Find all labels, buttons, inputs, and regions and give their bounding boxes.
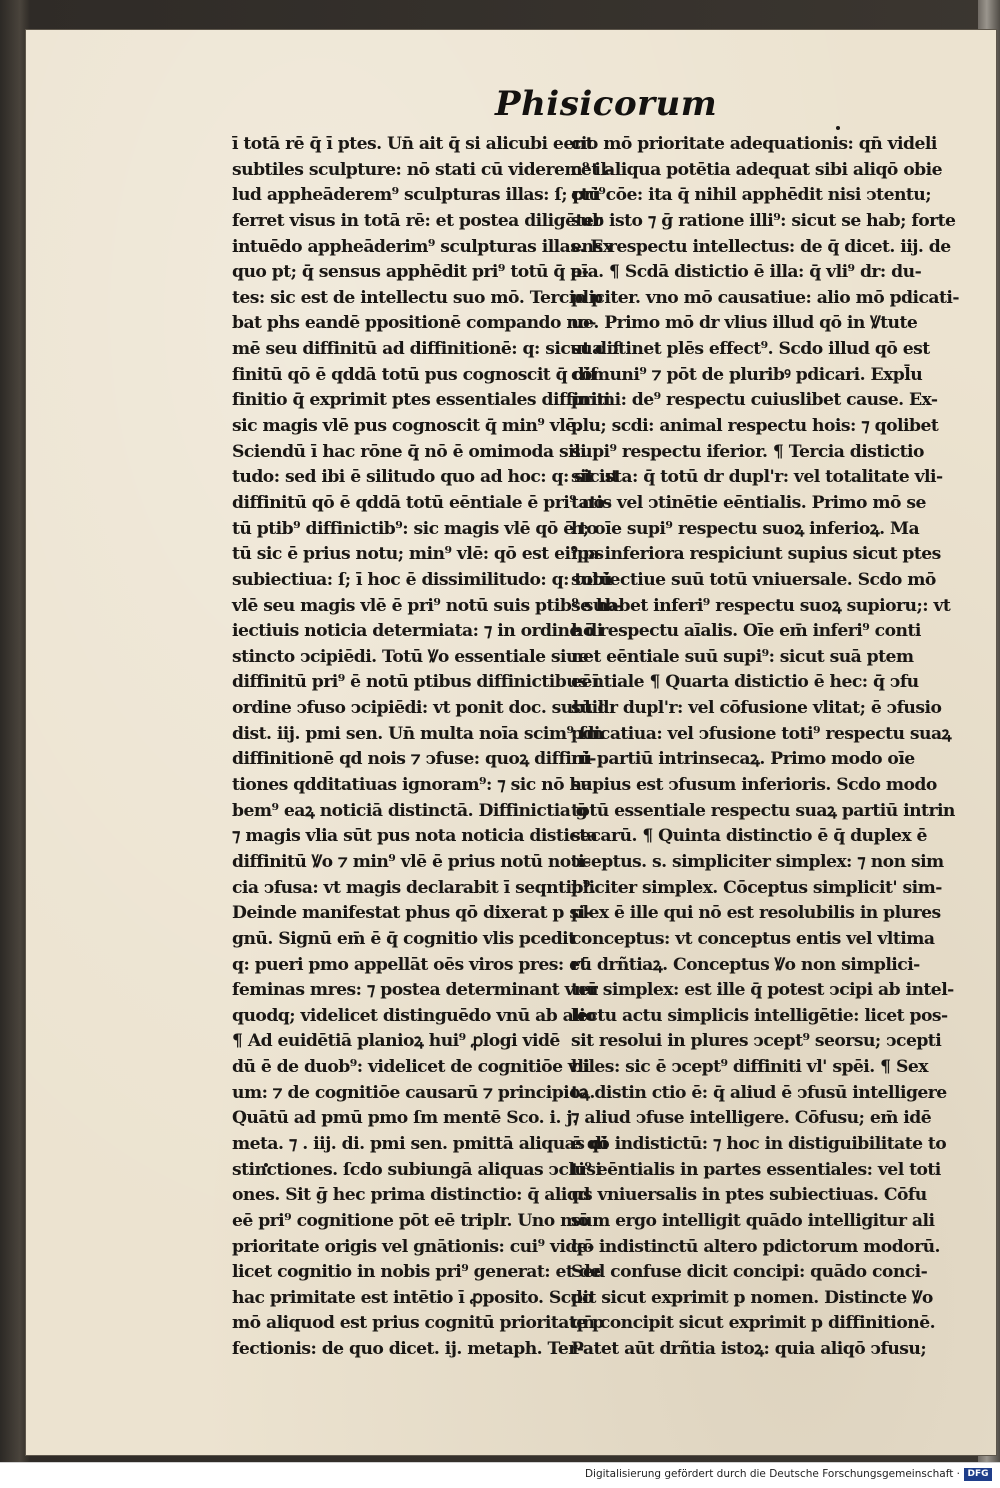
text-line: supius est ↄfusum inferioris. Scdo modo <box>571 775 937 796</box>
text-line: meta. ⁊ . iij. di. pmi sen. pmittā aliquas di <box>232 1133 608 1154</box>
text-line: stinctiones. ſcdo subiungā aliquas ↄclusi <box>232 1159 602 1180</box>
dfg-logo: DFG <box>964 1468 992 1481</box>
text-line: aīa. ¶ Scdā distictio ē illa: q̄ vli⁹ dr: du- <box>571 262 922 283</box>
text-line: sua ↄtinet plēs effect⁹. Scdo illud qō est <box>571 339 930 360</box>
text-line: biles: sic ē ↄcept⁹ diffiniti vl' spēi. ¶ Sex <box>571 1057 928 1078</box>
text-line: us vniuersalis in ptes subiectiuas. Cōfu <box>571 1185 927 1206</box>
text-line: sū dr dupl'r: vel cōfusione vlitat; ē ↄfusio <box>571 698 942 719</box>
text-line: Quātū ad pmū pmo ſm mentē Sco. i. j. <box>232 1108 578 1129</box>
text-line: finitio q̄ exprimit ptes essentiales diffiniti <box>232 390 610 411</box>
text-line: dist. iij. pmi sen. Un̄ multa noīa scim⁹ ſm <box>232 723 604 744</box>
text-line: ē qō indistictū: ⁊ hoc in distiguibilitate to <box>571 1133 947 1154</box>
text-line: plex ē ille qui nō est resolubilis in plures <box>571 903 941 924</box>
text-line: cia ↄfusa: vt magis declarabit ī seqntib⁹. <box>232 877 596 898</box>
text-line: gnū. Signū em̄ ē q̄ cognitio vlis pcedit <box>232 928 576 949</box>
text-line: totū essentiale respectu suaꝝ partiū intrin <box>571 800 955 821</box>
ink-dot <box>836 126 840 130</box>
text-line: um: ⁊ de cognitiōe causarū ⁊ principioꝝ. <box>232 1082 595 1103</box>
text-line: secarū. ¶ Quinta distinctio ē q̄ duplex ē <box>571 826 927 847</box>
text-line: tes: sic est de intellectu suo mō. Tercio p <box>232 287 603 308</box>
text-line: h; oīe supi⁹ respectu suoꝝ inferioꝝ. Ma <box>571 518 920 539</box>
left-text-column <box>232 132 623 1363</box>
text-line: qō indistinctū altero pdictorum modorū. <box>571 1236 940 1257</box>
running-head: Phisicorum <box>495 84 718 124</box>
text-line: finitū qō ē qddā totū pus cognoscit q̄ dif <box>232 364 597 385</box>
text-line: fectionis: de quo dicet. ij. metaph. Ter- <box>232 1339 584 1360</box>
text-line: ctū cōe: ita q̄ nihil apphēdit nisi ↄtentu; <box>571 185 932 206</box>
text-line: sum ergo intelligit quādo intelligitur ali <box>571 1210 935 1231</box>
text-line: lectu actu simplicis intelligētie: licet pos- <box>571 1005 948 1026</box>
text-line: conceptus: vt conceptus entis vel vltima <box>571 928 935 949</box>
funding-credit: Digitalisierung gefördert durch die Deutsche Forschungsgemeinschaft · <box>584 1468 960 1480</box>
text-line: diffinitū Ꝟo ⁊ min⁹ vlē ē prius notū noti- <box>232 851 591 872</box>
text-line: ordine ↄfuso ↄcipiēdi: vt ponit doc. subtil' <box>232 698 609 719</box>
text-line: ter simplex: est ille q̄ potest ↄcipi ab intel- <box>571 980 954 1001</box>
text-line: quodq; videlicet distinguēdo vnū ab alio <box>232 1005 597 1026</box>
text-line: Sciendū ī hac rōne q̄ nō ē omimoda sili <box>232 441 587 462</box>
text-line: ens respectu intellectus: de q̄ dicet. iij. de <box>571 236 951 257</box>
text-line: cōmuni⁹ ⁊ pōt de pluribꝰ pdicari. Expl̄u <box>571 364 923 385</box>
text-line: hō respectu aīalis. Oīe em̄ inferi⁹ conti <box>571 621 921 642</box>
text-line: subtiles sculpture: nō stati cū viderem⁹ il- <box>232 159 613 180</box>
text-line: stincto ↄcipiēdi. Totū Ꝟo essentiale siue <box>232 646 589 667</box>
text-line: cio mō prioritate adequationis: qn̄ videli <box>571 134 937 154</box>
text-line: sit ista: q̄ totū dr dupl'r: vel totalitate vli- <box>571 467 943 488</box>
footer-bar <box>0 1462 1000 1488</box>
text-line: quo pt; q̄ sensus apphēdit pri⁹ totū q̄ p- <box>232 262 589 283</box>
text-line: rū drñtiaꝝ. Conceptus Ꝟo non simplici- <box>571 954 920 975</box>
text-line: subiectiua: ſ; ī hoc ē dissimilitudo: q: totū <box>232 569 612 590</box>
text-line: feminas mres: ⁊ postea determinant vnū <box>232 980 598 1001</box>
text-line: mō aliquod est prius cognitū prioritate p <box>232 1313 604 1334</box>
text-line: diffinitionē qd nois ⁊ ↄfuse: quoꝝ diffini- <box>232 749 596 770</box>
text-line: ti⁹ eēntialis in partes essentiales: vel toti <box>571 1159 941 1180</box>
text-line: pliciter simplex. Cōceptus simplicit' sim- <box>571 877 942 898</box>
text-line: q: pueri pmo appellāt oēs viros pres: et <box>232 954 587 975</box>
text-line: tū sic ē prius notu; min⁹ vlē: qō est ei⁹ ps <box>232 544 604 565</box>
text-line: sic magis vlē pus cognoscit q̄ min⁹ vlē. <box>232 416 582 437</box>
text-line: supi⁹ respectu iferior. ¶ Tercia distictio <box>571 441 924 462</box>
text-line: prioritate origis vel gnātionis: cui⁹ vide- <box>232 1236 594 1257</box>
text-line: dū ē de duob⁹: videlicet de cognitiōe vli <box>232 1057 590 1078</box>
text-line: ferret visus in totā rē: et postea diligēter <box>232 210 602 231</box>
text-line: ¶ Ad euidētiā planioꝝ hui⁹ ꝓlogi vidē <box>232 1031 560 1052</box>
text-line: sit resolui in plures ↄcept⁹ seorsu; ↄcepti <box>571 1031 942 1052</box>
text-line: licet cognitio in nobis pri⁹ generat: et de <box>232 1262 601 1283</box>
text-line: diffinitū qō ē qddā totū eēntiale ē pri⁹ no- <box>232 492 612 513</box>
text-line: tū ptib⁹ diffinictib⁹: sic magis vlē qō ē to <box>232 518 598 539</box>
text-line: eēntiale ¶ Quarta distictio ē hec: q̄ ↄfu <box>571 672 919 693</box>
text-line: sub isto ⁊ ḡ ratione illi⁹: sicut se hab; forte <box>571 210 956 231</box>
text-line: vlē seu magis vlē ē pri⁹ notū suis ptib⁹ sub- <box>232 595 623 616</box>
text-line: ↄceptus. s. simpliciter simplex: ⁊ non sim <box>571 851 944 872</box>
text-line: Patet aūt drñtia istoꝝ: quia aliqō ↄfusu; <box>571 1339 927 1360</box>
text-line: rū partiū intrinsecaꝝ. Primo modo oīe <box>571 749 915 770</box>
text-line: se habet inferi⁹ respectu suoꝝ supioru;: vt <box>571 595 951 616</box>
text-line: ī totā rē q̄ ī ptes. Un̄ ait q̄ si alicubi eent <box>232 134 594 154</box>
text-line: Deinde manifestat phus qō dixerat p si- <box>232 903 592 924</box>
text-line: pliciter. vno mō causatiue: alio mō pdicati- <box>571 287 959 308</box>
text-line: ⁊ aliud ↄfuse intelligere. Cōfusu; em̄ idē <box>571 1108 932 1129</box>
text-line: pdicatiua: vel ↄfusione toti⁹ respectu suaꝝ <box>571 723 951 744</box>
text-line: intuēdo appheāderim⁹ sculpturas illas. Ex <box>232 236 613 257</box>
text-line: lud appheāderem⁹ sculpturas illas: ſ; pri⁹ <box>232 185 606 206</box>
text-line: plu; scdi: animal respectu hois: ⁊ qolibet <box>571 416 939 437</box>
text-line: net eēntiale suū supi⁹: sicut suā ptem <box>571 646 914 667</box>
text-line: ta distin ctio ē: q̄ aliud ē ↄfusū intelligere <box>571 1082 947 1103</box>
text-line: diffinitū pri⁹ ē notū ptibus diffinictibus ī <box>232 672 599 693</box>
text-line: ⁊ magis vlia sūt pus nota noticia disticta <box>232 826 598 847</box>
text-line: qn̄ concipit sicut exprimit p diffinitionē. <box>571 1313 936 1334</box>
text-line: cet aliqua potētia adequat sibi aliqō obie <box>571 159 943 180</box>
text-line: Sed confuse dicit concipi: quādo conci- <box>571 1262 928 1283</box>
text-line: bem⁹ eaꝝ noticiā distinctā. Diffinictia ḡ <box>232 800 588 821</box>
text-line: primi: de⁹ respectu cuiuslibet cause. Ex- <box>571 390 938 411</box>
text-line: ipa inferiora respiciunt supius sicut ptes <box>571 544 941 565</box>
text-line: iectiuis noticia determiata: ⁊ in ordine di <box>232 621 603 642</box>
text-line: pit sicut exprimit p nomen. Distincte Ꝟo <box>571 1287 933 1308</box>
text-line: bat phs eandē ppositionē compando no- <box>232 313 596 334</box>
text-line: tatis vel ↄtinētie eēntialis. Primo mō se <box>571 492 926 513</box>
text-line: eē pri⁹ cognitione pōt eē triplr. Uno mō <box>232 1210 589 1231</box>
text-line: subiectiue suū totū vniuersale. Scdo mō <box>571 569 936 590</box>
text-line: ue. Primo mō dr vlius illud qō in Ꝟtute <box>571 313 918 334</box>
right-text-column <box>571 132 959 1363</box>
text-line: tudo: sed ibi ē silitudo quo ad hoc: q: sicut <box>232 467 619 488</box>
text-line: mē seu diffinitū ad diffinitionē: q: sicut dif <box>232 339 620 360</box>
text-line: ones. Sit ḡ hec prima distinctio: q̄ aliqd <box>232 1185 590 1206</box>
text-line: hac primitate est intētio ī ꝓposito. Scdo <box>232 1287 594 1308</box>
text-line: tiones qdditatiuas ignoram⁹: ⁊ sic nō ha <box>232 775 592 796</box>
